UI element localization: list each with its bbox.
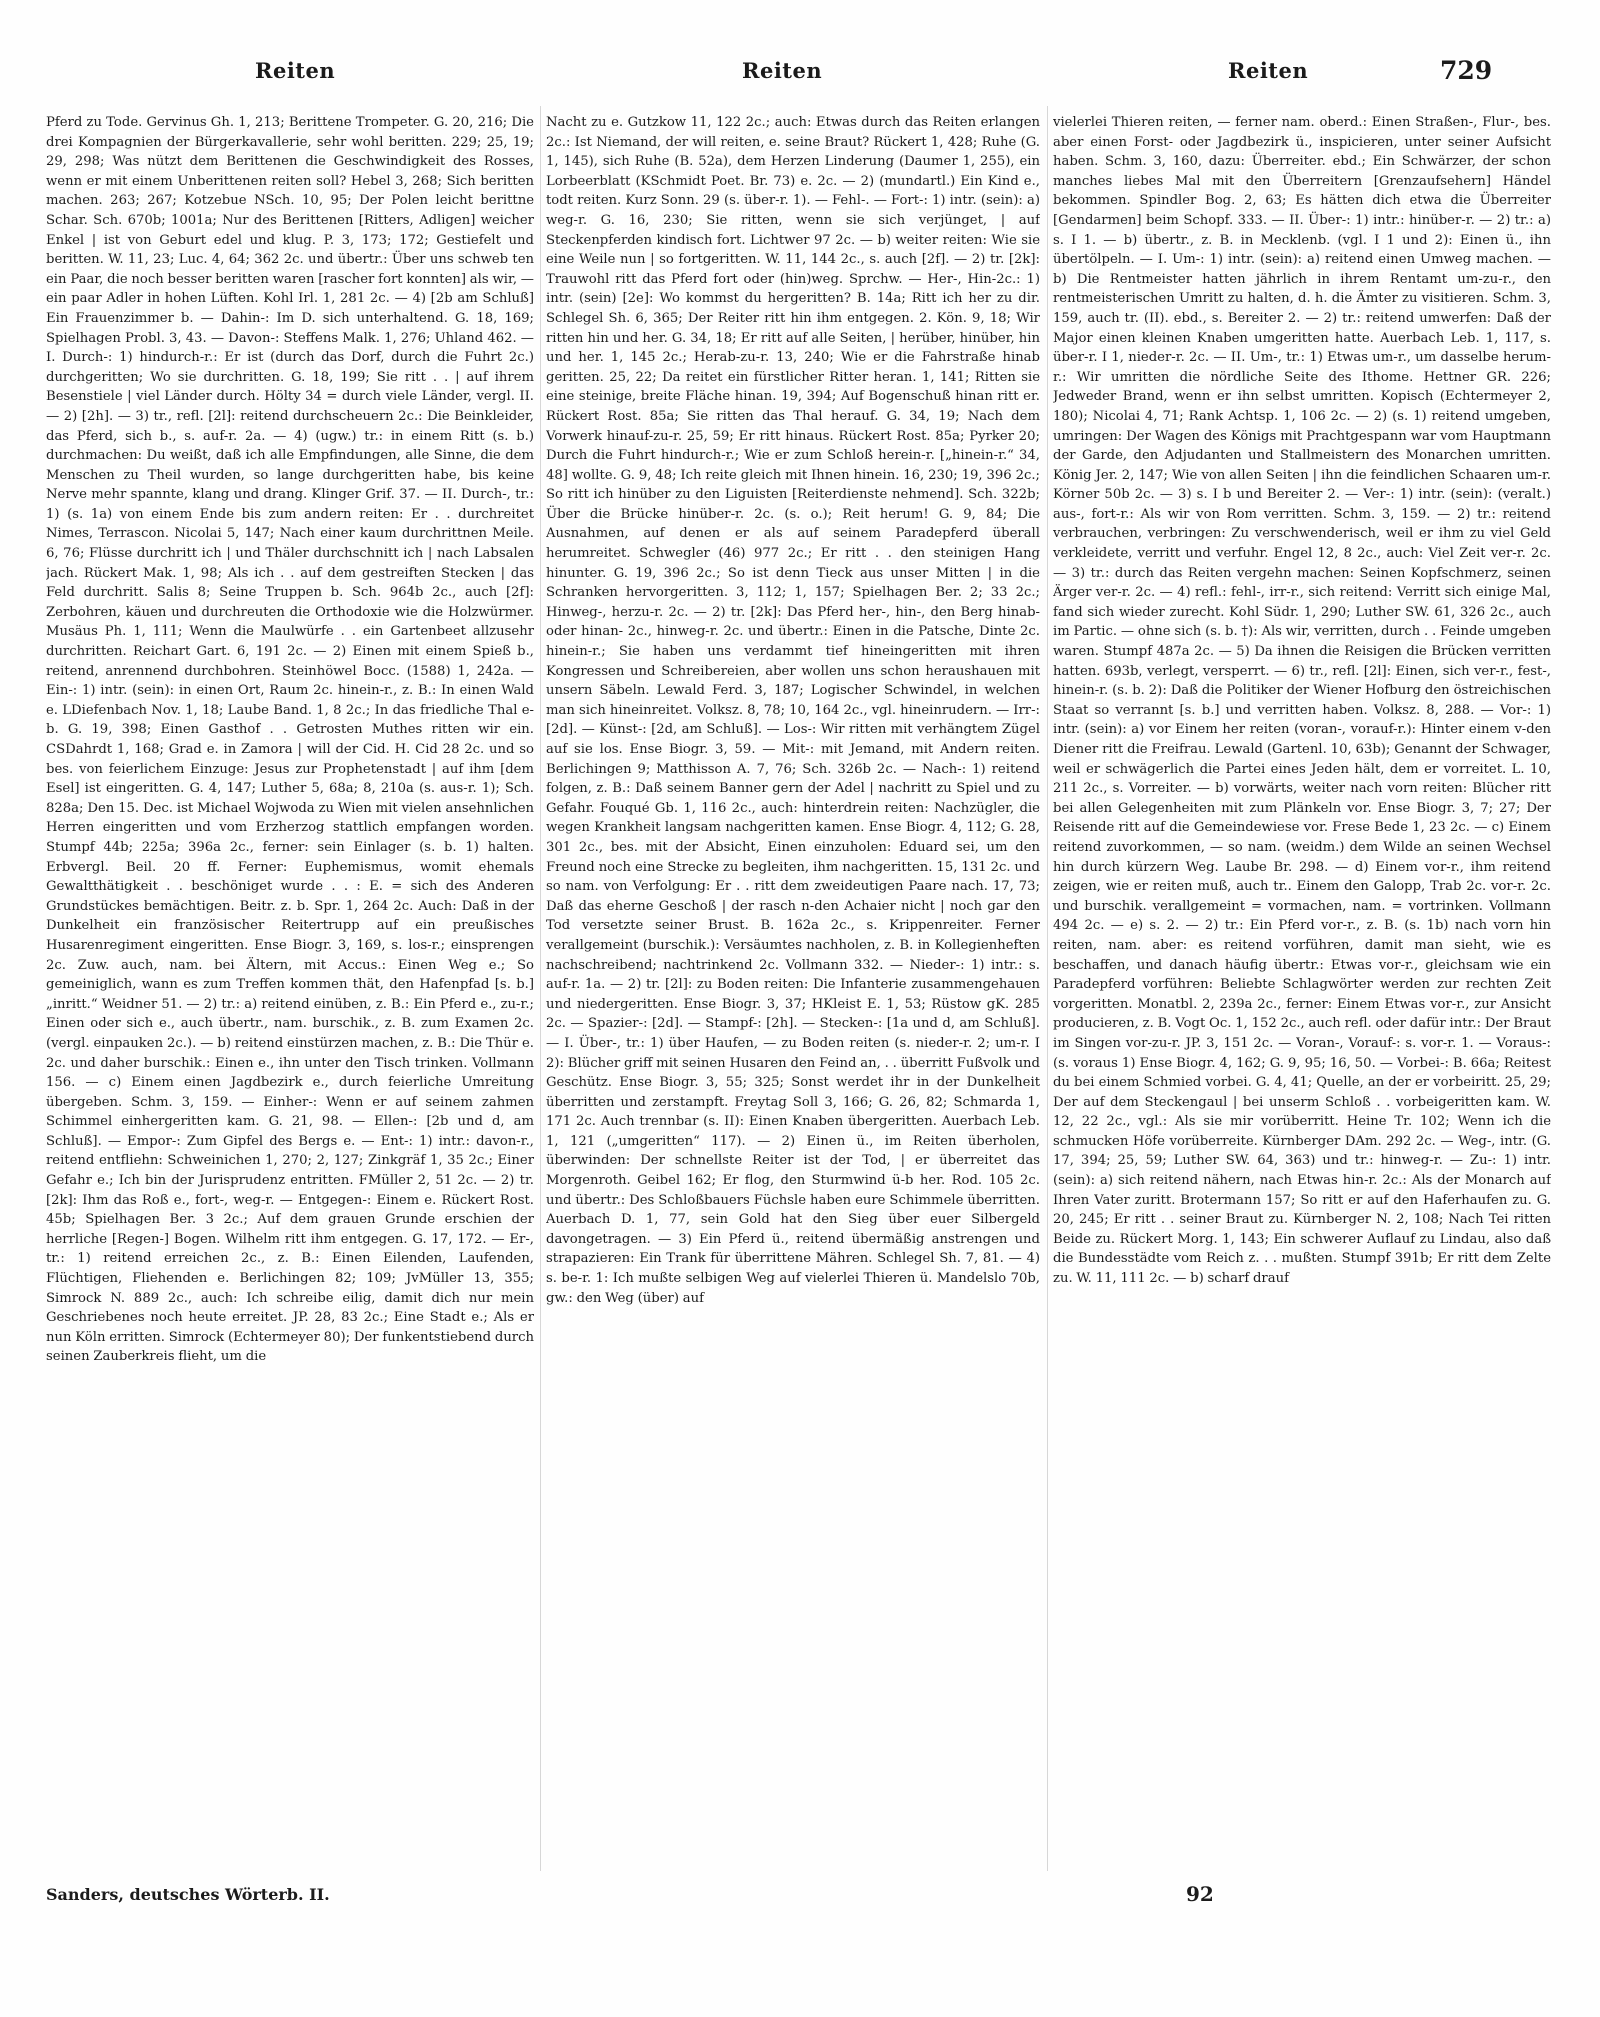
sheet-signature: 92 <box>1186 1882 1214 1906</box>
running-head-left: Reiten <box>255 58 336 83</box>
running-head-right: Reiten <box>1228 58 1309 83</box>
column-left: Pferd zu Tode. Gervinus Gh. 1, 213; Berittene Trompeter. G. 20, 216; Die drei Kompagnien der Bürgerkavallerie, sehr wohl beritten. 229; 25, 19; 29, 298; Was nützt dem Berittenen die Geschwindigkeit des Rosses, wenn er mit einem Unberittenen reiten soll? Hebel 3, 268; Sich beritten machen. 263; 267; Kotzebue NSch. 10, 95; Der Polen leicht berittne Schar. Sch. 670b; 1001a; Nur des Berittenen [Ritters, Adligen] weicher Enkel | ist von Geburt edel und klug. P. 3, 173; 172; Gestiefelt und beritten. W. 11, 23; Luc. 4, 64; 362 2c. und übertr.: Über uns schweb ten ein Paar, die noch besser beritten waren [rascher fort konnten] als wir, — ein paar Adler in hohen Lüften. Kohl Irl. 1, 281 2c. — 4) [2b am Schluß] Ein Frauenzimmer b. — Dahin-: Im D. sich unterhaltend. G. 18, 169; Spielhagen Probl. 3, 43. — Davon-: Steffens Malk. 1, 276; Uhland 462. — I. Durch-: 1) hindurch-r.: Er ist (durch das Dorf, durch die Fuhrt 2c.) durchgeritten; Wo sie durchritten. G. 18, 199; Sie ritt . . | auf ihrem Besenstiele | viel Länder durch. Hölty 34 = durch viele Länder, vergl. II. — 2) [2h]. — 3) tr., refl. [2l]: reitend durchscheuern 2c.: Die Beinkleider, das Pferd, sich b., s. auf-r. 2a. — 4) (ugw.) tr.: in einem Ritt (s. b.) durchmachen: Du weißt, daß ich alle Empfindungen, alle Sinne, die dem Menschen zu Theil wurden, so lange durchgeritten habe, bis keine Nerve mehr spannte, klang und drang. Klinger Grif. 37. — II. Durch-, tr.: 1) (s. 1a) von einem Ende bis zum andern reiten: Er . . durchreitet Nimes, Terrascon. Nicolai 5, 147; Nach einer kaum durchrittnen Meile. 6, 76; Flüsse durchritt ich | und Thäler durchschnitt ich | nach Labsalen jach. Rückert Mak. 1, 98; Als ich . . auf dem gestreiften Stecken | das Feld durchritt. Salis 8; Seine Truppen b. Sch. 964b 2c., auch [2f]: Zerbohren, käuen und durchreuten die Orthodoxie wie die Holzwürmer. Musäus Ph. 1, 111; Wenn die Maulwürfe . . ein Gartenbeet allzusehr durchritten. Reichart Gart. 6, 191 2c. — 2) Einen mit einem Spieß b., reitend, anrennend durchbohren. Steinhöwel Bocc. (1588) 1, 242a. — Ein-: 1) intr. (sein): in einen Ort, Raum 2c. hinein-r., z. B.: In einen Wald e. LDiefenbach Nov. 1, 18; Laube Band. 1, 8 2c.; In das friedliche Thal e-b. G. 19, 398; Einen Gasthof . . Getrosten Muthes ritten wir ein. CSDahrdt 1, 168; Grad e. in Zamora | will der Cid. H. Cid 28 2c. und so bes. von feierlichem Einzuge: Jesus zur Prophetenstadt | auf ihm [dem Esel] ist eingeritten. G. 4, 147; Luther 5, 68a; 8, 210a (s. aus-r. 1); Sch. 828a; Den 15. Dec. ist Michael Wojwoda zu Wien mit vielen ansehnlichen Herren eingeritten und vom Erzherzog stattlich empfangen worden. Stumpf 44b; 225a; 396a 2c., ferner: sein Einlager (s. b. 1) halten. Erbvergl. Beil. 20 ff. Ferner: Euphemismus, womit ehemals Gewaltthätigkeit . . beschöniget wurde . . : E. = sich des Anderen Grundstückes bemächtigen. Beitr. z. b. Spr. 1, 264 2c. Auch: Daß in der Dunkelheit ein französischer Reitertrupp auf ein preußisches Husarenregiment eingeritten. Ense Biogr. 3, 169, s. los-r.; einsprengen 2c. Zuw. auch, nam. bei Ältern, mit Accus.: Einen Weg e.; So gemeiniglich, wann es zum Treffen kommen thät, den Hafenpfad [s. b.] „inritt.“ Weidner 51. — 2) tr.: a) reitend einüben, z. B.: Ein Pferd e., zu-r.; Einen oder sich e., auch übertr., nam. burschik., z. B. zum Examen 2c. (vergl. einpauken 2c.). — b) reitend einstürzen machen, z. B.: Die Thür e. 2c. und daher burschik.: Einen e., ihn unter den Tisch trinken. Vollmann 156. — c) Einem einen Jagdbezirk e., durch feierliche Umreitung übergeben. Schm. 3, 159. — Einher-: Wenn er auf seinem zahmen Schimmel einhergeritten kam. G. 21, 98. — Ellen-: [2b und d, am Schluß]. — Empor-: Zum Gipfel des Bergs e. — Ent-: 1) intr.: davon-r., reitend entfliehn: Schweinichen 1, 270; 2, 127; Zinkgräf 1, 35 2c.; Einer Gefahr e.; Ich bin der Jurisprudenz entritten. FMüller 2, 51 2c. — 2) tr. [2k]: Ihm das Roß e., fort-, weg-r. — Entgegen-: Einem e. Rückert Rost. 45b; Spielhagen Ber. 3 2c.; Auf dem grauen Grunde erschien der herrliche [Regen-] Bogen. Wilhelm ritt ihm entgegen. G. 17, 172. — Er-, tr.: 1) reitend erreichen 2c., z. B.: Einen Eilenden, Laufenden, Flüchtigen, Fliehenden e. Berlichingen 82; 109; JvMüller 13, 355; Simrock N. 889 2c., auch: Ich schreibe eilig, damit dich nur mein Geschriebenes noch heute erreitet. JP. 28, 83 2c.; Eine Stadt e.; Als er nun Köln erritten. Simrock (Echtermeyer 80); Der funkentstiebend durch seinen Zauberkreis flieht, um die <box>46 115 534 1365</box>
column-divider <box>540 106 541 1871</box>
column-divider <box>1047 106 1048 1871</box>
column-right: vielerlei Thieren reiten, — ferner nam. oberd.: Einen Straßen-, Flur-, bes. aber einen Forst- oder Jagdbezirk ü., inspicieren, unter seiner Aufsicht haben. Schm. 3, 160, dazu: Überreiter. ebd.; Ein Schwärzer, der schon manches liebes Mal mit den Überreitern [Grenzaufsehern] Händel bekommen. Spindler Bog. 2, 63; Es hätten dich etwa die Überreiter [Gendarmen] beim Schopf. 333. — II. Über-: 1) intr.: hinüber-r. — 2) tr.: a) s. I 1. — b) übertr., z. B. in Mecklenb. (vgl. I 1 und 2): Einen ü., ihn übertölpeln. — I. Um-: 1) intr. (sein): a) reitend einen Umweg machen. — b) Die Rentmeister hatten jährlich in ihrem Rentamt um-zu-r., den rentmeisterischen Umritt zu halten, d. h. die Ämter zu visitieren. Schm. 3, 159, auch tr. (II). ebd., s. Bereiter 2. — 2) tr.: reitend umwerfen: Daß der Major einen kleinen Knaben umgeritten hatte. Auerbach Leb. 1, 117, s. über-r. I 1, nieder-r. 2c. — II. Um-, tr.: 1) Etwas um-r., um dasselbe herum-r.: Wir umritten die nördliche Seite des Ithome. Hettner GR. 226; Jedweder Brand, wenn er ihn selbst umritten. Kopisch (Echtermeyer 2, 180); Nicolai 4, 71; Rank Achtsp. 1, 106 2c. — 2) (s. 1) reitend umgeben, umringen: Der Wagen des Königs mit Prachtgespann war vom Hauptmann der Garde, den Adjudanten und Stallmeistern des Monarchen umritten. König Jer. 2, 147; Wie von allen Seiten | ihn die feindlichen Schaaren um-r. Körner 50b 2c. — 3) s. I b und Bereiter 2. — Ver-: 1) intr. (sein): (veralt.) aus-, fort-r.: Als wir von Rom verritten. Schm. 3, 159. — 2) tr.: reitend verbrauchen, verbringen: Zu verschwenderisch, weil er ihm zu viel Geld verkleidete, verritt und verfuhr. Engel 12, 8 2c., auch: Viel Zeit ver-r. 2c. — 3) tr.: durch das Reiten vergehn machen: Seinen Kopfschmerz, seinen Ärger ver-r. 2c. — 4) refl.: fehl-, irr-r., sich reitend: Verritt sich einige Mal, fand sich wieder zurecht. Kohl Südr. 1, 290; Luther SW. 61, 326 2c., auch im Partic. — ohne sich (s. b. †): Als wir, verritten, durch . . Feinde umgeben waren. Stumpf 487a 2c. — 5) Da ihnen die Reisigen die Brücken verritten hatten. 693b, verlegt, versperrt. — 6) tr., refl. [2l]: Einen, sich ver-r., fest-, hinein-r. (s. b. 2): Daß die Politiker der Wiener Hofburg den östreichischen Staat so verrannt [s. b.] und verritten haben. Volksz. 8, 288. — Vor-: 1) intr. (sein): a) vor Einem her reiten (voran-, vorauf-r.): Hinter einem v-den Diener ritt die Freifrau. Lewald (Gartenl. 10, 63b); Genannt der Schwager, weil er schwägerlich die Partei eines Jeden hält, dem er vorreitet. L. 10, 211 2c., s. Vorreiter. — b) vorwärts, weiter nach vorn reiten: Blücher ritt bei allen Gelegenheiten mit zum Plänkeln vor. Ense Biogr. 3, 7; 27; Der Reisende ritt auf die Gemeindewiese vor. Frese Bede 1, 23 2c. — c) Einem reitend zuvorkommen, — so nam. (weidm.) dem Wilde an seinen Wechsel hin durch kürzern Weg. Laube Br. 298. — d) Einem vor-r., ihm reitend zeigen, wie er reiten muß, auch tr.. Einem den Galopp, Trab 2c. vor-r. 2c. und burschik. verallgemeint = vormachen, nam. = vortrinken. Vollmann 494 2c. — e) s. 2. — 2) tr.: Ein Pferd vor-r., z. B. (s. 1b) nach vorn hin reiten, nam. aber: es reitend vorführen, damit man sieht, wie es beschaffen, und danach häufig übertr.: Etwas vor-r., gleichsam wie ein Paradepferd vorführen: Beliebte Schlagwörter werden zur rechten Zeit vorgeritten. Monatbl. 2, 239a 2c., ferner: Einem Etwas vor-r., zur Ansicht producieren, z. B. Vogt Oc. 1, 152 2c., auch refl. oder dafür intr.: Der Braut im Singen vor-zu-r. JP. 3, 151 2c. — Voran-, Vorauf-: s. vor-r. 1. — Voraus-: (s. voraus 1) Ense Biogr. 4, 162; G. 9, 95; 16, 50. — Vorbei-: B. 66a; Reitest du bei einem Schmied vorbei. G. 4, 41; Quelle, an der er vorbeiritt. 25, 29; Der auf dem Steckengaul | bei unserm Schloß . . vorbeigeritten kam. W. 12, 22 2c., vgl.: Als sie mir vorüberritt. Heine Tr. 102; Wenn ich die schmucken Höfe vorüberreite. Kürnberger DAm. 292 2c. — Weg-, intr. (G. 17, 394; 25, 59; Luther SW. 64, 363) und tr.: hinweg-r. — Zu-: 1) intr. (sein): a) sich reitend nähern, nach Etwas hin-r. 2c.: Als der Monarch auf Ihren Vater zuritt. Brotermann 157; So ritt er auf den Haferhaufen zu. G. 20, 245; Er ritt . . seiner Braut zu. Kürnberger N. 2, 108; Nach Tei ritten Beide zu. Rückert Morg. 1, 143; Ein schwerer Auflauf zu Lindau, also daß die Bundesstädte vom Reich z. . . mußten. Stumpf 391b; Er ritt dem Zelte zu. W. 11, 111 2c. — b) scharf drauf <box>1053 115 1551 1287</box>
page-number: 729 <box>1440 56 1493 85</box>
column-middle: Nacht zu e. Gutzkow 11, 122 2c.; auch: Etwas durch das Reiten erlangen 2c.: Ist Niemand, der will reiten, e. seine Braut? Rückert 1, 428; Ruhe (G. 1, 145), sich Ruhe (B. 52a), dem Herzen Linderung (Daumer 1, 255), ein Lorbeerblatt (KSchmidt Poet. Br. 73) e. 2c. — 2) (mundartl.) Ein Kind e., todt reiten. Kurz Sonn. 29 (s. über-r. 1). — Fehl-. — Fort-: 1) intr. (sein): a) weg-r. G. 16, 230; Sie ritten, wenn sie sich verjünget, | auf Steckenpferden kindisch fort. Lichtwer 97 2c. — b) weiter reiten: Wie sie eine Weile nun | so fortgeritten. W. 11, 144 2c., s. auch [2f]. — 2) tr. [2k]: Trauwohl ritt das Pferd fort oder (hin)weg. Sprchw. — Her-, Hin-2c.: 1) intr. (sein) [2e]: Wo kommst du hergeritten? B. 14a; Ritt ich her zu dir. Schlegel Sh. 6, 365; Der Reiter ritt hin ihm entgegen. 2. Kön. 9, 18; Wir ritten hin und her. G. 34, 18; Er ritt auf alle Seiten, | herüber, hinüber, hin und her. 1, 145 2c.; Herab-zu-r. 13, 240; Wie er die Fahrstraße hinab geritten. 25, 22; Da reitet ein fürstlicher Ritter heran. 1, 141; Ritten sie eine steinige, breite Fläche hinan. 19, 394; Auf Bogenschuß hinan ritt er. Rückert Rost. 85a; Sie ritten das Thal herauf. G. 34, 19; Nach dem Vorwerk hinauf-zu-r. 25, 59; Er ritt hinaus. Rückert Rost. 85a; Pyrker 20; Durch die Fuhrt hindurch-r.; Wie er zum Schloß herein-r. [„hinein-r.“ 34, 48] wollte. G. 9, 48; Ich reite gleich mit Ihnen hinein. 16, 230; 19, 396 2c.; So ritt ich hinüber zu den Liguisten [Reiterdienste nehmend]. Sch. 322b; Über die Brücke hinüber-r. 2c. (s. o.); Reit herum! G. 9, 84; Die Ausnahmen, auf denen er als auf seinem Paradepferd überall herumreitet. Schwegler (46) 977 2c.; Er ritt . . den steinigen Hang hinunter. G. 19, 396 2c.; So ist denn Tieck aus unser Mitten | in die Schranken hervorgeritten. 3, 112; 1, 157; Spielhagen Ber. 2; 33 2c.; Hinweg-, herzu-r. 2c. — 2) tr. [2k]: Das Pferd her-, hin-, den Berg hinab- oder hinan- 2c., hinweg-r. 2c. und übertr.: Einen in die Patsche, Dinte 2c. hinein-r.; Sie haben uns verdammt tief hineingeritten mit ihren Kongressen und Schreibereien, aber wollen uns schon heraushauen mit unsern Säbeln. Lewald Ferd. 3, 187; Logischer Schwindel, in welchen man sich hineinreitet. Volksz. 8, 78; 10, 164 2c., vgl. hineinrudern. — Irr-: [2d]. — Künst-: [2d, am Schluß]. — Los-: Wir ritten mit verhängtem Zügel auf sie los. Ense Biogr. 3, 59. — Mit-: mit Jemand, mit Andern reiten. Berlichingen 9; Matthisson A. 7, 76; Sch. 326b 2c. — Nach-: 1) reitend folgen, z. B.: Daß seinem Banner gern der Adel | nachritt zu Spiel und zu Gefahr. Fouqué Gb. 1, 116 2c., auch: hinterdrein reiten: Nachzügler, die wegen Krankheit langsam nachgeritten kamen. Ense Biogr. 4, 112; G. 28, 301 2c., bes. mit der Absicht, Einen einzuholen: Eduard sei, um den Freund noch eine Strecke zu begleiten, ihm nachgeritten. 15, 131 2c. und so nam. von Verfolgung: Er . . ritt dem zweideutigen Paare nach. 17, 73; Daß das eherne Geschoß | der rasch n-den Achaier nicht | noch gar den Tod versetzte seiner Brust. B. 162a 2c., s. Krippenreiter. Ferner verallgemeint (burschik.): Versäumtes nachholen, z. B. in Kollegienheften nachschreibend; nachtrinkend 2c. Vollmann 332. — Nieder-: 1) intr.: s. auf-r. 1a. — 2) tr. [2l]: zu Boden reiten: Die Infanterie zusammengehauen und niedergeritten. Ense Biogr. 3, 37; HKleist E. 1, 53; Rüstow gK. 285 2c. — Spazier-: [2d]. — Stampf-: [2h]. — Stecken-: [1a und d, am Schluß]. — I. Über-, tr.: 1) über Haufen, — zu Boden reiten (s. nieder-r. 2; um-r. I 2): Blücher griff mit seinen Husaren den Feind an, . . überritt Fußvolk und Geschütz. Ense Biogr. 3, 55; 325; Sonst werdet ihr in der Dunkelheit überritten und zerstampft. Freytag Soll 3, 166; G. 26, 82; Schmarda 1, 171 2c. Auch trennbar (s. II): Einen Knaben übergeritten. Auerbach Leb. 1, 121 („umgeritten“ 117). — 2) Einen ü., im Reiten überholen, überwinden: Der schnellste Reiter ist der Tod, | er überreitet das Morgenroth. Geibel 162; Er flog, den Sturmwind ü-b her. Rod. 105 2c. und übertr.: Des Schloßbauers Füchsle haben eure Schimmele überritten. Auerbach D. 1, 77, sein Gold hat den Sieg über euer Silbergeld davongetragen. — 3) Ein Pferd ü., reitend übermäßig anstrengen und strapazieren: Ein Trank für überrittene Mähren. Schlegel Sh. 7, 81. — 4) s. be-r. 1: Ich mußte selbigen Weg auf vielerlei Thieren ü. Mandelslo 70b, gw.: den Weg (über) auf <box>546 115 1040 1306</box>
running-head-center: Reiten <box>742 58 823 83</box>
footer-source: Sanders, deutsches Wörterb. II. <box>46 1885 330 1904</box>
